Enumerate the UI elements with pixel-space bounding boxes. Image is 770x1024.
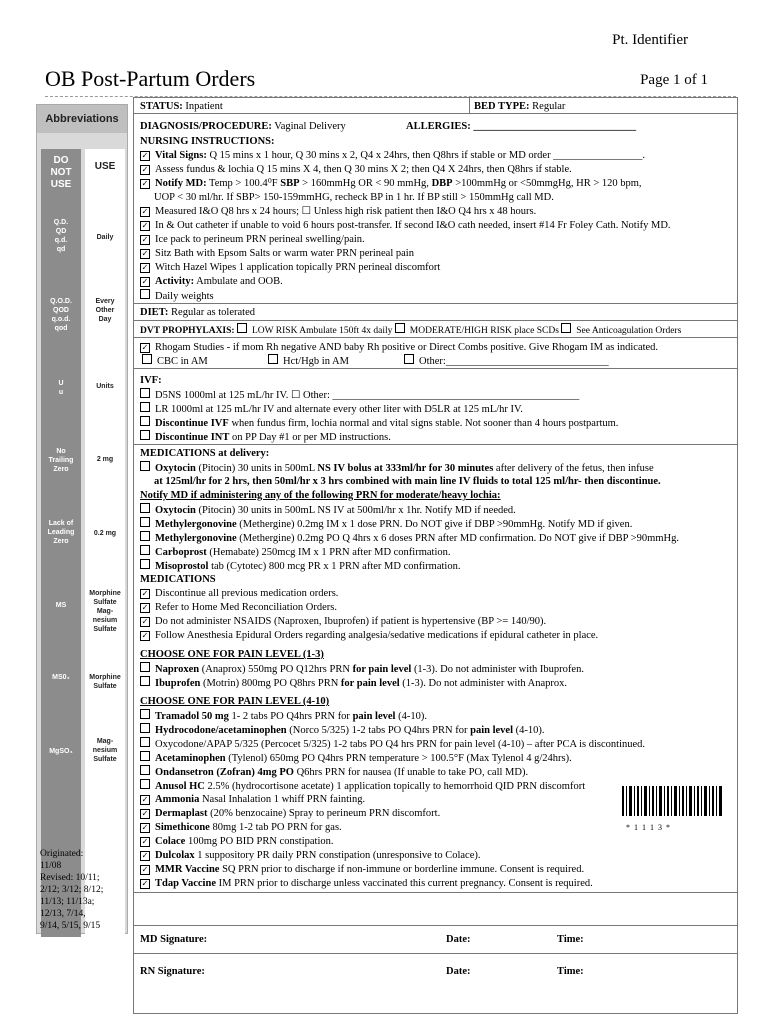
status-label: STATUS: <box>140 101 183 112</box>
checkbox-icon[interactable] <box>140 388 150 398</box>
checkbox-checked-icon[interactable]: ✓ <box>141 617 149 626</box>
checkbox-icon[interactable] <box>140 751 150 761</box>
assess-fundus-order[interactable]: ✓ Assess fundus & lochia Q 15 mins X 4, then Q 30 mins X 2; then Q4 X 24hrs, then Q8hrs if stable. <box>141 164 572 175</box>
use-header: USE <box>94 161 116 172</box>
nursing-title: NURSING INSTRUCTIONS: <box>140 136 275 147</box>
rn-date-label[interactable]: Date: <box>446 966 471 977</box>
checkbox-icon[interactable] <box>404 354 414 364</box>
ice-pack-order[interactable]: ✓ Ice pack to perineum PRN perineal swelling/pain. <box>141 234 365 245</box>
checkbox-checked-icon[interactable]: ✓ <box>141 603 149 612</box>
diagnosis-value: Vaginal Delivery <box>274 121 346 132</box>
checkbox-checked-icon[interactable]: ✓ <box>141 165 149 174</box>
divider <box>134 444 737 445</box>
zofran-order[interactable]: Ondansetron (Zofran) 4mg PO Q6hrs PRN for nausea (If unable to take PO, call MD). <box>140 765 528 779</box>
checkbox-icon[interactable] <box>140 289 150 299</box>
abbr-use-4: 2 mg <box>96 456 114 463</box>
tramadol-order[interactable]: Tramadol 50 mg 1- 2 tabs PO Q4hrs PRN for pain level (4-10). <box>140 709 427 723</box>
use-column <box>85 149 125 937</box>
checkbox-icon[interactable] <box>140 723 150 733</box>
checkbox-checked-icon[interactable]: ✓ <box>141 851 149 860</box>
checkbox-icon[interactable] <box>140 517 150 527</box>
checkbox-checked-icon[interactable]: ✓ <box>141 823 149 832</box>
checkbox-icon[interactable] <box>142 354 152 364</box>
abbr-use-7: Morphine Sulfate <box>89 674 121 690</box>
divider <box>134 368 737 369</box>
vital-signs-order[interactable]: ✓ Vital Signs: Q 15 mins x 1 hour, Q 30 mins x 2, Q4 x 24hrs, then Q8hrs if stable or MD order _________________. <box>141 150 646 161</box>
medications-title: MEDICATIONS <box>140 574 216 585</box>
md-time-label[interactable]: Time: <box>557 934 584 945</box>
checkbox-checked-icon[interactable]: ✓ <box>141 809 149 818</box>
status-value: Inpatient <box>185 101 223 112</box>
simethicone-order[interactable]: ✓ Simethicone 80mg 1-2 tab PO PRN for gas. <box>141 822 342 833</box>
ivf-discontinue[interactable]: Discontinue IVF when fundus firm, lochia normal and vital signs stable. Not sooner than 4 hours postpartum. <box>140 416 618 430</box>
page-number: Page 1 of 1 <box>640 72 708 88</box>
checkbox-checked-icon[interactable]: ✓ <box>141 221 149 230</box>
pain-1-3-title: CHOOSE ONE FOR PAIN LEVEL (1-3) <box>140 649 324 660</box>
abbr-dn-1: Q.D. QD q.d. qd <box>53 219 69 253</box>
abbr-dn-7: MS0₄ <box>52 674 70 681</box>
checkbox-icon[interactable] <box>140 503 150 513</box>
checkbox-checked-icon[interactable]: ✓ <box>141 151 149 160</box>
divider <box>134 337 737 338</box>
divider <box>134 320 737 321</box>
do-not-use-header: DO NOT USE <box>50 155 72 190</box>
daily-weights-order[interactable]: Daily weights <box>140 289 214 303</box>
barcode <box>618 786 728 826</box>
oxytocin-infusion: at 125ml/hr for 2 hrs, then 50ml/hr x 3 hrs combined with main line IV fluids to total 125 ml/hr- then discontinue. <box>154 476 661 487</box>
rhogam-order[interactable]: ✓ Rhogam Studies - if mom Rh negative AND baby Rh positive or Direct Combs positive. Give Rhogam IM as indicated. <box>141 342 659 353</box>
bed-type-value: Regular <box>532 101 566 112</box>
page-title: OB Post-Partum Orders <box>45 66 256 91</box>
pt-identifier: Pt. Identifier <box>612 32 688 48</box>
allergies-field[interactable]: ALLERGIES: _______________________________ <box>406 121 637 132</box>
diet-value: Regular as tolerated <box>171 307 255 318</box>
int-discontinue[interactable]: Discontinue INT on PP Day #1 or per MD instructions. <box>140 430 391 444</box>
ammonia-order[interactable]: ✓ Ammonia Nasal Inhalation 1 whiff PRN fainting. <box>141 794 366 805</box>
md-signature-label[interactable]: MD Signature: <box>140 934 208 945</box>
activity-order[interactable]: ✓ Activity: Ambulate and OOB. <box>141 276 283 287</box>
checkbox-icon[interactable] <box>395 323 405 333</box>
ivf-d5ns[interactable]: D5NS 1000ml at 125 mL/hr IV. ☐ Other: _______________________________________________ <box>140 388 579 402</box>
checkbox-checked-icon[interactable]: ✓ <box>141 343 149 352</box>
norco-order[interactable]: Hydrocodone/acetaminophen (Norco 5/325) 1-2 tabs PO Q4hrs PRN for pain level (4-10). <box>140 723 545 737</box>
checkbox-icon[interactable] <box>561 323 571 333</box>
checkbox-icon[interactable] <box>140 416 150 426</box>
abbreviations-panel <box>36 104 128 934</box>
checkbox-checked-icon[interactable]: ✓ <box>141 589 149 598</box>
checkbox-icon[interactable] <box>140 765 150 775</box>
methergine-im[interactable]: Methylergonovine (Methergine) 0.2mg IM x 1 dose PRN. Do NOT give if DBP >90mmHg. Notify MD if given. <box>140 517 632 531</box>
misoprostol-order[interactable]: Misoprostol tab (Cytotec) 800 mcg PR x 1 PRN after MD confirmation. <box>140 559 460 573</box>
checkbox-checked-icon[interactable]: ✓ <box>141 631 149 640</box>
ivf-title: IVF: <box>140 375 162 386</box>
percocet-order[interactable]: Oxycodone/APAP 5/325 (Percocet 5/325) 1-2 tabs PO Q4 hrs PRN for pain level (4-10) – after PCA is discontinued. <box>140 737 645 751</box>
abbr-use-8: Mag- nesium Sulfate <box>92 738 118 763</box>
checkbox-checked-icon[interactable]: ✓ <box>141 879 149 888</box>
divider <box>134 953 737 954</box>
pain-4-10-title: CHOOSE ONE FOR PAIN LEVEL (4-10) <box>140 696 330 707</box>
dvt-prophylaxis: DVT PROPHYLAXIS: LOW RISK Ambulate 150ft 4x daily MODERATE/HIGH RISK place SCDs See Anticoagulation Orders <box>140 323 681 338</box>
rhogam-hct: Hct/Hgb in AM <box>268 354 349 368</box>
md-date-label[interactable]: Date: <box>446 934 471 945</box>
divider <box>134 925 737 926</box>
naproxen-order[interactable]: Naproxen (Anaprox) 550mg PO Q12hrs PRN for pain level (1-3). Do not administer with Ibuprofen. <box>140 662 584 676</box>
diagnosis-label: DIAGNOSIS/PROCEDURE: <box>140 121 272 132</box>
checkbox-checked-icon[interactable]: ✓ <box>141 277 149 286</box>
med-home-reconciliation[interactable]: ✓ Refer to Home Med Reconciliation Orders. <box>141 602 337 613</box>
abbreviations-title: Abbreviations <box>37 105 127 133</box>
checkbox-checked-icon[interactable]: ✓ <box>141 207 149 216</box>
oxytocin-delivery[interactable]: Oxytocin (Pitocin) 30 units in 500mL NS IV bolus at 333ml/hr for 30 minutes after delivery of the fetus, then infuse <box>140 461 654 475</box>
dermaplast-order[interactable]: ✓ Dermaplast (20% benzocaine) Spray to perineum PRN discomfort. <box>141 808 441 819</box>
rhogam-labs: CBC in AM <box>142 354 208 368</box>
checkbox-checked-icon[interactable]: ✓ <box>141 179 149 188</box>
checkbox-icon[interactable] <box>140 676 150 686</box>
checkbox-checked-icon[interactable]: ✓ <box>141 837 149 846</box>
checkbox-icon[interactable] <box>140 531 150 541</box>
abbr-dn-6: MS <box>55 602 67 609</box>
bed-type-label: BED TYPE: <box>474 101 530 112</box>
anusol-order[interactable]: Anusol HC 2.5% (hydrocortisone acetate) 1 application topically to hemorrhoid QID PRN discomfort <box>140 779 585 793</box>
checkbox-icon[interactable] <box>140 709 150 719</box>
mmr-vaccine-order[interactable]: ✓ MMR Vaccine SQ PRN prior to discharge if non-immune or borderline immune. Consent is required. <box>141 864 585 875</box>
checkbox-icon[interactable] <box>140 662 150 672</box>
dulcolax-order[interactable]: ✓ Dulcolax 1 suppository PR daily PRN constipation (unresponsive to Colace). <box>141 850 481 861</box>
divider <box>134 303 737 304</box>
checkbox-icon[interactable] <box>140 779 150 789</box>
colace-order[interactable]: ✓ Colace 100mg PO BID PRN constipation. <box>141 836 334 847</box>
orders-form <box>133 97 738 1014</box>
checkbox-icon[interactable] <box>140 461 150 471</box>
tdap-vaccine-order[interactable]: ✓ Tdap Vaccine IM PRN prior to discharge unless vaccinated this current pregnancy. Consent is required. <box>141 878 593 889</box>
abbr-dn-5: Lack of Leading Zero <box>47 520 75 545</box>
abbr-use-3: Units <box>96 383 114 390</box>
divider <box>134 892 737 893</box>
checkbox-icon[interactable] <box>140 737 150 747</box>
abbr-dn-8: MgSO₄ <box>49 748 73 755</box>
rhogam-other[interactable]: Other:_______________________________ <box>404 354 609 368</box>
ibuprofen-order[interactable]: Ibuprofen (Motrin) 800mg PO Q8hrs PRN for pain level (1-3). Do not administer with Anaprox. <box>140 676 567 690</box>
checkbox-checked-icon[interactable]: ✓ <box>141 235 149 244</box>
checkbox-icon[interactable] <box>140 402 150 412</box>
abbr-use-6: Morphine Sulfate Mag- nesium Sulfate <box>89 590 121 633</box>
diet-label: DIET: <box>140 307 169 318</box>
checkbox-checked-icon[interactable]: ✓ <box>141 795 149 804</box>
abbr-use-2: Every Other Day <box>95 298 115 323</box>
checkbox-checked-icon[interactable]: ✓ <box>141 249 149 258</box>
measured-io-order[interactable]: ✓ Measured I&O Q8 hrs x 24 hours; ☐ Unless high risk patient then I&O Q4 hrs x 48 hours. <box>141 206 537 217</box>
divider <box>469 98 470 113</box>
ivf-lr[interactable]: LR 1000ml at 125 mL/hr IV and alternate every other liter with D5LR at 125 mL/hr IV. <box>140 402 523 416</box>
notify-md-order[interactable]: ✓ Notify MD: Temp > 100.4⁰F SBP > 160mmHg OR < 90 mmHg, DBP >100mmHg or <50mmgHg, HR > 120 bpm, <box>141 178 642 189</box>
checkbox-icon[interactable] <box>140 430 150 440</box>
checkbox-icon[interactable] <box>140 545 150 555</box>
acetaminophen-order[interactable]: Acetaminophen (Tylenol) 650mg PO Q4hrs PRN temperature > 100.5°F (Max Tylenol 4 g/24hrs). <box>140 751 572 765</box>
divider <box>134 113 737 114</box>
rn-signature-label[interactable]: RN Signature: <box>140 966 205 977</box>
abbr-use-1: Daily <box>96 234 114 241</box>
methergine-po[interactable]: Methylergonovine (Methergine) 0.2mg PO Q 4hrs x 6 doses PRN after MD confirmation. Do NOT give if DBP >90mmHg. <box>140 531 679 545</box>
abbr-use-5: 0.2 mg <box>93 530 117 537</box>
notify-md-prn-heading: Notify MD if administering any of the following PRN for moderate/heavy lochia: <box>140 490 501 501</box>
checkbox-icon[interactable] <box>237 323 247 333</box>
oxytocin-prn[interactable]: Oxytocin (Pitocin) 30 units in 500mL NS IV at 500ml/hr x 1hr. Notify MD if needed. <box>140 503 516 517</box>
med-discontinue-all[interactable]: ✓ Discontinue all previous medication orders. <box>141 588 339 599</box>
abbr-dn-3: U u <box>58 380 64 396</box>
notify-md-continued: UOP < 30 ml/hr. If SBP> 150-159mmHG, recheck BP in 1 hr. If BP still > 150mmHg call MD. <box>154 192 554 203</box>
barcode-text: * 1 1 1 3 * <box>626 823 671 832</box>
carboprost-order[interactable]: Carboprost (Hemabate) 250mcg IM x 1 PRN after MD confirmation. <box>140 545 451 559</box>
checkbox-icon[interactable] <box>140 559 150 569</box>
checkbox-icon[interactable] <box>268 354 278 364</box>
witch-hazel-order[interactable]: ✓ Witch Hazel Wipes 1 application topically PRN perineal discomfort <box>141 262 441 273</box>
abbr-dn-2: Q.O.D. QOD q.o.d. qod <box>50 298 72 332</box>
checkbox-checked-icon[interactable]: ✓ <box>141 865 149 874</box>
originated-revised: Originated: 11/08 Revised: 10/11; 2/12; 3/12; 8/12; 11/13; 11/13a; 12/13, 7/14, 9/14, 5/15, 9/15 <box>40 849 104 931</box>
meds-delivery-title: MEDICATIONS at delivery: <box>140 448 270 459</box>
med-no-nsaids[interactable]: ✓ Do not administer NSAIDS (Naproxen, Ibuprofen) if patient is hypertensive (BP >= 140/90). <box>141 616 547 627</box>
sitz-bath-order[interactable]: ✓ Sitz Bath with Epsom Salts or warm water PRN perineal pain <box>141 248 414 259</box>
abbr-dn-4: No Trailing Zero <box>48 448 74 473</box>
checkbox-checked-icon[interactable]: ✓ <box>141 263 149 272</box>
med-epidural-orders[interactable]: ✓ Follow Anesthesia Epidural Orders regarding analgesia/sedative medications if epidural catheter in place. <box>141 630 599 641</box>
catheter-order[interactable]: ✓ In & Out catheter if unable to void 6 hours post-transfer. If second I&O cath needed, insert #14 Fr Foley Cath. Notify MD. <box>141 220 671 231</box>
rn-time-label[interactable]: Time: <box>557 966 584 977</box>
